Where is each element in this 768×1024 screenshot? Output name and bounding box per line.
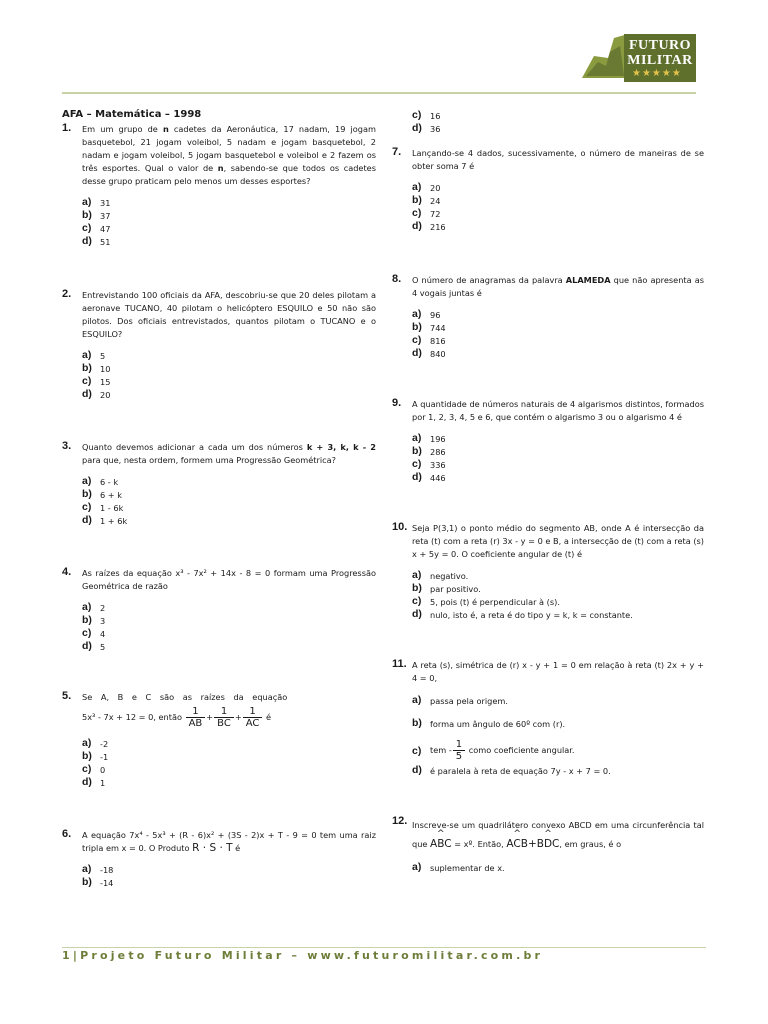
question-number: 12. xyxy=(392,815,408,827)
option-label: a) xyxy=(412,569,422,581)
option-text: -18 xyxy=(100,865,114,875)
options-list xyxy=(82,197,376,249)
question-text: As raízes da equação x³ - 7x² + 14x - 8 = 0 formam uma Progressão Geométrica de razão xyxy=(82,568,376,591)
option-0[interactable] xyxy=(412,309,704,322)
options-list xyxy=(82,864,376,890)
option-1[interactable] xyxy=(412,322,704,335)
option-1[interactable] xyxy=(82,877,376,890)
option-1[interactable] xyxy=(412,195,704,208)
option-label: c) xyxy=(412,458,422,470)
option-1[interactable] xyxy=(82,489,376,502)
option-text: 5 xyxy=(100,642,106,652)
option-label: c) xyxy=(82,375,92,387)
question-text: A quantidade de números naturais de 4 algarismos distintos, formados por 1, 2, 3, 4, 5 e 6, que contém o algarismo 3 ou o algarismo 4 é xyxy=(412,399,704,422)
option-text: 47 xyxy=(100,224,111,234)
option-0[interactable] xyxy=(412,433,704,446)
fraction-bc: $\frac{1}{BC}$ xyxy=(214,706,234,729)
option-label: d) xyxy=(412,471,422,483)
brand-logo xyxy=(580,32,696,84)
question-number: 2. xyxy=(62,288,72,300)
option-text: 216 xyxy=(430,222,446,232)
question-9 xyxy=(392,398,704,485)
option-1[interactable] xyxy=(82,751,376,764)
option-0[interactable] xyxy=(412,862,704,875)
option-text: 816 xyxy=(430,336,446,346)
option-2[interactable] xyxy=(412,110,704,123)
question-number: 10. xyxy=(392,521,408,533)
options-list xyxy=(412,309,704,361)
option-text: -1 xyxy=(100,752,109,762)
option-label: a) xyxy=(412,861,422,873)
question-4 xyxy=(62,567,376,654)
option-text: 6 + k xyxy=(100,490,123,500)
option-label: a) xyxy=(82,863,92,875)
option-label: d) xyxy=(412,608,422,620)
option-3[interactable] xyxy=(82,777,376,790)
option-text: 72 xyxy=(430,209,441,219)
question-6-continued xyxy=(392,110,704,136)
options-list xyxy=(412,570,704,622)
option-text: negativo. xyxy=(430,571,469,581)
option-label: b) xyxy=(82,750,92,762)
option-3[interactable] xyxy=(82,641,376,654)
option-text: nulo, isto é, a reta é do tipo y = k, k = constante. xyxy=(430,610,633,620)
option-1[interactable] xyxy=(82,210,376,223)
logo-line1: FUTURO xyxy=(628,38,692,53)
option-2[interactable] xyxy=(82,502,376,515)
option-label: b) xyxy=(82,209,92,221)
option-text: 16 xyxy=(430,111,441,121)
option-label: c) xyxy=(412,595,422,607)
option-label: c) xyxy=(412,334,422,346)
option-c[interactable]: c) tem - $\frac{1}{5}$ como coeficiente angular. xyxy=(412,739,575,762)
option-text: 20 xyxy=(100,390,111,400)
question-text: A reta (s), simétrica de (r) x - y + 1 = 0 em relação à reta (t) 2x + y + 4 = 0, xyxy=(412,660,704,683)
question-3 xyxy=(62,441,376,528)
question-12 xyxy=(392,816,704,875)
angle-acb: ^ ACB xyxy=(506,835,528,854)
question-text: Lançando-se 4 dados, sucessivamente, o número de maneiras de se obter soma 7 é xyxy=(412,148,704,171)
option-0[interactable] xyxy=(82,602,376,615)
option-text: 744 xyxy=(430,323,446,333)
option-text: 5 xyxy=(100,351,106,361)
options-list xyxy=(412,695,704,778)
option-3[interactable] xyxy=(412,609,704,622)
option-0[interactable] xyxy=(412,570,704,583)
option-label: b) xyxy=(412,582,422,594)
option-text: 1 - 6k xyxy=(100,503,124,513)
question-number: 3. xyxy=(62,440,72,452)
option-text: 446 xyxy=(430,473,446,483)
page-title: AFA – Matemática – 1998 xyxy=(62,109,202,120)
option-d[interactable]: d) é paralela à reta de equação 7y - x + 7 = 0. xyxy=(412,764,611,776)
options-list xyxy=(82,602,376,654)
option-label: a) xyxy=(412,181,422,193)
option-3[interactable] xyxy=(82,515,376,528)
option-text: 37 xyxy=(100,211,111,221)
option-text: par positivo. xyxy=(430,584,481,594)
option-label: c) xyxy=(82,627,92,639)
option-label: c) xyxy=(412,109,422,121)
option-label: c) xyxy=(82,222,92,234)
option-0[interactable] xyxy=(82,738,376,751)
question-equation: 5x³ - 7x + 12 = 0, então $\frac{1}{AB}$ + $\frac{1}{BC}$ + $\frac{1}{AC}$ é xyxy=(82,706,272,729)
angle-abc: ^ ABC xyxy=(430,835,452,854)
option-1[interactable] xyxy=(82,615,376,628)
question-number: 1. xyxy=(62,122,72,134)
option-text: 10 xyxy=(100,364,111,374)
option-b[interactable]: b) forma um ângulo de 60º com (r). xyxy=(412,717,566,729)
question-number: 11. xyxy=(392,658,407,670)
option-label: c) xyxy=(412,207,422,219)
option-label: a) xyxy=(82,196,92,208)
option-1[interactable] xyxy=(412,583,704,596)
fraction-ab: $\frac{1}{AB}$ xyxy=(186,706,206,729)
option-text: 6 - k xyxy=(100,477,119,487)
options-list xyxy=(412,110,704,136)
option-3[interactable] xyxy=(412,348,704,361)
option-2[interactable] xyxy=(412,596,704,609)
option-label: a) xyxy=(82,475,92,487)
question-7 xyxy=(392,147,704,234)
question-10 xyxy=(392,522,704,622)
option-label: d) xyxy=(82,776,92,788)
header-divider xyxy=(62,92,696,94)
option-0[interactable] xyxy=(82,864,376,877)
option-label: a) xyxy=(82,349,92,361)
option-text: 196 xyxy=(430,434,446,444)
footer-divider xyxy=(62,947,706,948)
option-0[interactable] xyxy=(82,350,376,363)
option-text: 24 xyxy=(430,196,441,206)
question-5 xyxy=(62,691,376,790)
option-text: 51 xyxy=(100,237,111,247)
option-label: d) xyxy=(82,640,92,652)
option-text: 3 xyxy=(100,616,106,626)
question-text: Inscreve-se um quadrilátero convexo ABCD em uma circunferência tal que ^ ABC = xº. Então, ^ ACB+^ BDC, em graus, é o xyxy=(412,816,704,854)
page-footer: 1|Projeto Futuro Militar – www.futuromilitar.com.br xyxy=(62,949,544,962)
option-text: -2 xyxy=(100,739,109,749)
option-text: 0 xyxy=(100,765,106,775)
option-0[interactable] xyxy=(82,476,376,489)
options-list xyxy=(412,433,704,485)
option-text: 31 xyxy=(100,198,111,208)
option-3[interactable] xyxy=(412,123,704,136)
option-label: b) xyxy=(82,488,92,500)
option-2[interactable] xyxy=(82,628,376,641)
question-number: 5. xyxy=(62,690,72,702)
option-label: b) xyxy=(82,876,92,888)
option-label: b) xyxy=(82,362,92,374)
option-2[interactable] xyxy=(82,764,376,777)
question-text: Se A, B e C são as raízes da equação xyxy=(82,692,288,702)
question-2 xyxy=(62,289,376,402)
question-text: O número de anagramas da palavra ALAMEDA que não apresenta as 4 vogais juntas é xyxy=(412,275,704,298)
option-text: 286 xyxy=(430,447,446,457)
option-0[interactable] xyxy=(82,197,376,210)
question-number: 6. xyxy=(62,828,72,840)
option-1[interactable] xyxy=(412,446,704,459)
option-3[interactable] xyxy=(82,236,376,249)
question-text: Entrevistando 100 oficiais da AFA, descobriu-se que 20 deles pilotam a aeronave TUCANO, 40 pilotam o helicóptero ESQUILO e 50 não são pilotos. Dos oficiais entrevistados, quantos pilotam o TUCANO e o ESQUILO? xyxy=(82,290,376,339)
option-label: d) xyxy=(82,388,92,400)
options-list xyxy=(82,738,376,790)
option-label: b) xyxy=(82,614,92,626)
option-text: -14 xyxy=(100,878,114,888)
option-text: 5, pois (t) é perpendicular à (s). xyxy=(430,597,560,607)
right-column xyxy=(392,108,704,875)
option-3[interactable] xyxy=(412,221,704,234)
question-text: A equação 7x⁴ - 5x³ + (R - 6)x² + (3S - 2)x + T - 9 = 0 tem uma raiz tripla em x = 0. O Produto R · S · T é xyxy=(82,830,376,854)
option-text: 2 xyxy=(100,603,106,613)
option-label: c) xyxy=(82,501,92,513)
option-label: d) xyxy=(82,514,92,526)
option-label: d) xyxy=(412,347,422,359)
option-label: a) xyxy=(412,432,422,444)
question-number: 4. xyxy=(62,566,72,578)
option-text: 1 + 6k xyxy=(100,516,128,526)
angle-bdc: ^ BDC xyxy=(537,835,560,854)
option-2[interactable] xyxy=(82,376,376,389)
options-list xyxy=(412,862,704,875)
option-text: 96 xyxy=(430,310,441,320)
option-text: 336 xyxy=(430,460,446,470)
options-list xyxy=(412,182,704,234)
question-11 xyxy=(392,659,704,778)
option-label: d) xyxy=(412,122,422,134)
option-a[interactable]: a) passa pela origem. xyxy=(412,694,508,706)
question-text: Quanto devemos adicionar a cada um dos números k + 3, k, k - 2 para que, nesta ordem, formem uma Progressão Geométrica? xyxy=(82,442,377,465)
question-number: 7. xyxy=(392,146,402,158)
logo-line2: MILITAR xyxy=(627,53,693,68)
option-label: a) xyxy=(82,601,92,613)
option-label: a) xyxy=(412,308,422,320)
logo-stars: ★★★★★ xyxy=(632,68,682,79)
option-2[interactable] xyxy=(412,459,704,472)
question-8 xyxy=(392,274,704,361)
option-label: c) xyxy=(82,763,92,775)
question-number: 9. xyxy=(392,397,402,409)
question-text: Seja P(3,1) o ponto médio do segmento AB, onde A é intersecção da reta (t) com a reta (r) 3x - y = 0 e B, a intersecção de (t) com a reta (s) x + 5y = 0. O coeficiente angular de (t) é xyxy=(412,523,704,559)
option-text: suplementar de x. xyxy=(430,863,505,873)
question-1 xyxy=(62,123,376,249)
option-text: 840 xyxy=(430,349,446,359)
question-text: Em um grupo de n cadetes da Aeronáutica, 17 nadam, 19 jogam basquetebol, 21 jogam voleibol, 5 nadam e jogam basquetebol, 2 nadam e jogam voleibol, 5 jogam basquetebol e voleibol e 2 fazem os três esportes. Qual o valor de n, sabendo-se que todos os cadetes desse grupo praticam pelo menos um desses esportes? xyxy=(82,124,377,186)
question-6 xyxy=(62,829,376,890)
option-2[interactable] xyxy=(82,223,376,236)
option-0[interactable] xyxy=(412,182,704,195)
option-label: a) xyxy=(82,737,92,749)
option-3[interactable] xyxy=(412,472,704,485)
option-label: b) xyxy=(412,321,422,333)
question-number: 8. xyxy=(392,273,402,285)
option-label: b) xyxy=(412,194,422,206)
options-list xyxy=(82,350,376,402)
option-text: 15 xyxy=(100,377,111,387)
option-1[interactable] xyxy=(82,363,376,376)
option-label: d) xyxy=(412,220,422,232)
option-text: 36 xyxy=(430,124,441,134)
options-list xyxy=(82,476,376,528)
option-2[interactable] xyxy=(412,208,704,221)
option-label: b) xyxy=(412,445,422,457)
option-label: d) xyxy=(82,235,92,247)
left-column xyxy=(62,108,376,890)
option-text: 20 xyxy=(430,183,441,193)
fraction-ac: $\frac{1}{AC}$ xyxy=(243,706,263,729)
option-text: 1 xyxy=(100,778,106,788)
option-3[interactable] xyxy=(82,389,376,402)
option-2[interactable] xyxy=(412,335,704,348)
option-text: 4 xyxy=(100,629,106,639)
